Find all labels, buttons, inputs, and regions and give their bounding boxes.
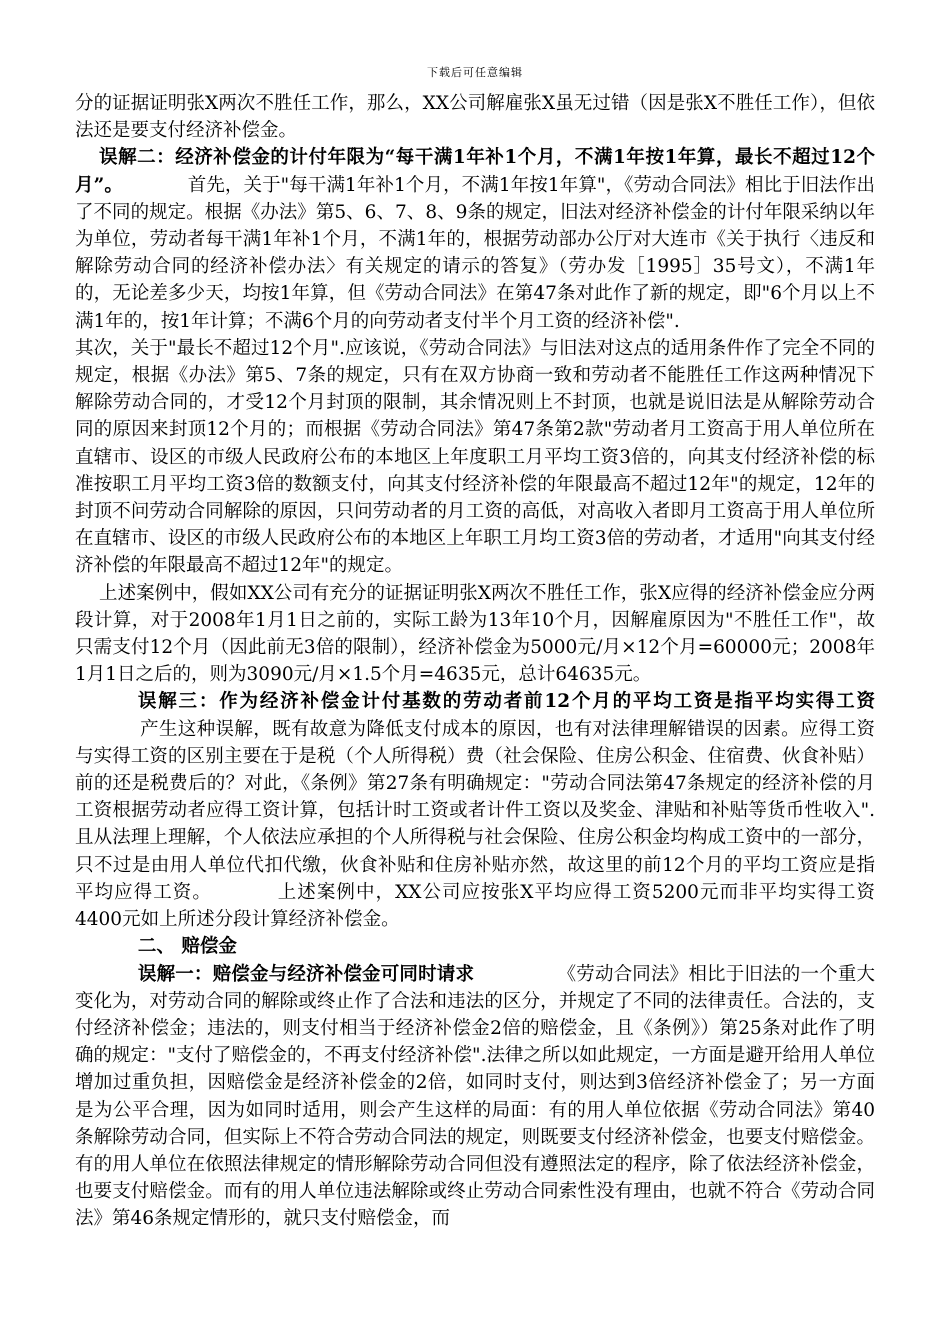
misconception-3-text: 产生这种误解，既有故意为降低支付成本的原因，也有对法律理解错误的因素。应得工资与实得工资的区别主要在于是税（个人所得税）费（社会保险、住房公积金、住宿费、伙食补贴）前的还是税费后的？对此，《条例》第27条有明确规定："劳动合同法第47条规定的经济补偿的月工资根据劳动者应得工资计算，包括计时工资或者计件工资以及奖金、津贴和补贴等货币性收入".且从法理上理解，个人依法应承担的个人所得税与社会保险、住房公积金均构成工资中的一部分，只不过是由用人单位代扣代缴，伙食补贴和住房补贴亦然，故这里的前12个月的平均工资应是指平均应得工资。 — [75, 718, 875, 903]
paragraph-misconception-2 — [75, 144, 875, 334]
paragraph-case-calculation: 上述案例中，假如XX公司有充分的证据证明张X两次不胜任工作，张X应得的经济补偿金应分两段计算，对于2008年1月1日之前的，实际工龄为13年10个月，因解雇原因为"不胜任工作"，故只需支付12个月（因此前无3倍的限制），经济补偿金为5000元/月×12个月=60000元；2008年1月1日之后的，则为3090元/月×1.5个月=4635元，总计64635元。 — [75, 582, 875, 686]
misconception-2-text: 首先，关于"每干满1年补1个月，不满1年按1年算"，《劳动合同法》相比于旧法作出了不同的规定。根据《办法》第5、6、7、8、9条的规定，旧法对经济补偿金的计付年限采纳以年为单位，劳动者每干满1年补1个月，不满1年的，根据劳动部办公厅对大连市《关于执行〈违反和解除劳动合同的经济补偿办法〉有关规定的请示的答复》（劳办发［1995］35号文），不满1年的，无论差多少天，均按1年算，但《劳动合同法》在第47条对此作了新的规定，即"6个月以上不满1年的，按1年计算；不满6个月的向劳动者支付半个月工资的经济补偿". — [75, 174, 875, 332]
misconception-2-heading: 误解二：经济补偿金的计付年限为“每干满1年补1个月，不满1年按1年算，最长不超过12个月”。 — [75, 147, 875, 196]
paragraph-second-point: 其次，关于"最长不超过12个月".应该说，《劳动合同法》与旧法对这点的适用条件作了完全不同的规定，根据《办法》第5、7条的规定，只有在双方协商一致和劳动者不能胜任工作这两种情况下解除劳动合同的，才受12个月封顶的限制，其余情况则上不封顶，也就是说旧法是从解除劳动合同的原因来封顶12个月的；而根据《劳动合同法》第47条第2款"劳动者月工资高于用人单位所在直辖市、设区的市级人民政府公布的本地区上年度职工月平均工资3倍的，向其支付经济补偿的标准按职工月平均工资3倍的数额支付，向其支付经济补偿的年限最高不超过12年"的规定，12年的封顶不问劳动合同解除的原因，只问劳动者的月工资的高低，对高收入者即月工资高于用人单位所在直辖市、设区的市级人民政府公布的本地区上年职工月均工资3倍的劳动者，才适用"向其支付经济补偿的年限最高不超过12年"的规定。 — [75, 337, 875, 577]
paragraph-compensation-misconception-1 — [75, 961, 875, 1233]
document-body — [75, 90, 875, 1233]
misconception-3-heading: 误解三：作为经济补偿金计付基数的劳动者前12个月的平均工资是指平均实得工资 — [137, 691, 875, 713]
page-header: 下载后可任意编辑 — [427, 66, 523, 79]
section-heading-compensation: 二、 赔偿金 — [137, 936, 237, 958]
paragraph-misconception-3 — [75, 688, 875, 933]
misconception-3-case-text: 上述案例中，XX公司应按张X平均应得工资5200元而非平均实得工资4400元如上所述分段计算经济补偿金。 — [75, 881, 875, 931]
compensation-misconception-1-heading: 误解一：赔偿金与经济补偿金可同时请求 — [137, 963, 475, 985]
compensation-misconception-1-text: 《劳动合同法》相比于旧法的一个重大变化为，对劳动合同的解除或终止作了合法和违法的区分，并规定了不同的法律责任。合法的，支付经济补偿金；违法的，则支付相当于经济补偿金2倍的赔偿金，且《条例》）第25条对此作了明确的规定："支付了赔偿金的，不再支付经济补偿".法律之所以如此规定，一方面是避开给用人单位增加过重负担，因赔偿金是经济补偿金的2倍，如同时支付，则达到3倍经济补偿金了；另一方面是为公平合理，因为如同时适用，则会产生这样的局面：有的用人单位依据《劳动合同法》第40条解除劳动合同，但实际上不符合劳动合同法的规定，则既要支付经济补偿金，也要支付赔偿金。有的用人单位在依照法律规定的情形解除劳动合同但没有遵照法定的程序，除了依法经济补偿金，也要支付赔偿金。而有的用人单位违法解除或终止劳动合同索性没有理由，也就不符合《劳动合同法》第46条规定情形的，就只支付赔偿金，而 — [75, 963, 875, 1230]
paragraph-continuation: 分的证据证明张X两次不胜任工作，那么，XX公司解雇张X虽无过错（因是张X不胜任工作），但依法还是要支付经济补偿金。 — [75, 93, 875, 142]
